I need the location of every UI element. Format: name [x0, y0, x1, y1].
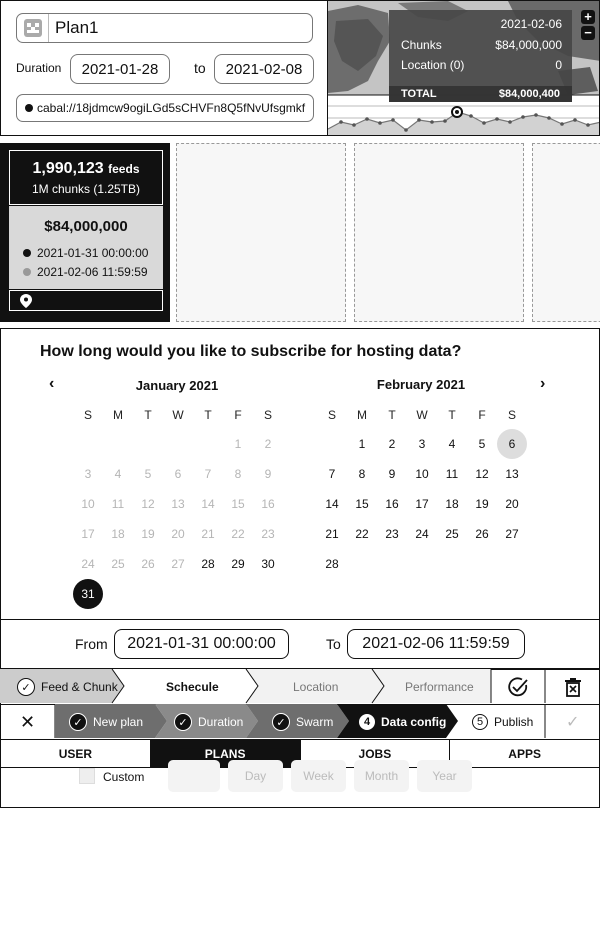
step-label: Duration: [198, 715, 244, 729]
calendar-day-feb-27[interactable]: 27: [505, 527, 519, 541]
calendar-day-jan-23: 23: [261, 527, 275, 541]
period-year-button[interactable]: Year: [417, 760, 472, 792]
calendar-day-feb-5[interactable]: 5: [478, 437, 486, 451]
calendar-day-jan-13: 13: [171, 497, 185, 511]
delete-button[interactable]: [564, 670, 582, 704]
step-number: 4: [359, 714, 375, 730]
calendar-day-jan-22: 22: [231, 527, 245, 541]
calendar-day-jan-16: 16: [261, 497, 275, 511]
calendar-day-jan-7: 7: [204, 467, 212, 481]
zoom-in-button[interactable]: +: [581, 10, 595, 24]
plan-name-field[interactable]: [16, 13, 313, 43]
next-month-button[interactable]: ›: [540, 375, 546, 392]
step-swarm[interactable]: [272, 705, 333, 739]
period-day-button[interactable]: Day: [228, 760, 283, 792]
step-publish[interactable]: [472, 705, 533, 739]
start-time-dot: [23, 249, 31, 257]
empty-card: [354, 143, 524, 322]
calendar-day-jan-15: 15: [231, 497, 245, 511]
total-value: $84,000,000: [44, 218, 128, 235]
nav-tab-apps[interactable]: APPS: [508, 746, 541, 761]
calendar-day-jan-10: 10: [81, 497, 95, 511]
calendar-day-feb-12[interactable]: 12: [475, 467, 489, 481]
feeds-unit: feeds: [108, 162, 140, 176]
step-label: Publish: [494, 715, 534, 729]
check-circle-icon: [507, 676, 529, 698]
weekday-header: S: [83, 408, 92, 422]
duration-end-date[interactable]: 2021-02-08: [214, 54, 314, 84]
step-schedule[interactable]: [166, 670, 219, 704]
step-label: Location: [293, 680, 339, 694]
config-stepper: [0, 669, 600, 704]
nav-tab-jobs[interactable]: JOBS: [301, 740, 451, 767]
to-datetime-field[interactable]: 2021-02-06 11:59:59: [347, 629, 525, 659]
location-pin-icon: [20, 294, 32, 308]
tooltip-total-value: $84,000,400: [498, 88, 560, 100]
empty-card: [532, 143, 600, 322]
calendar-day-jan-4: 4: [114, 467, 122, 481]
from-datetime-field[interactable]: 2021-01-31 00:00:00: [114, 629, 289, 659]
weekday-header: T: [144, 408, 152, 422]
subscription-question: How long would you like to subscribe for hosting data?: [40, 343, 462, 360]
calendar-day-feb-26[interactable]: 26: [475, 527, 489, 541]
check-icon: ✓: [272, 713, 290, 731]
map-panel[interactable]: [327, 0, 600, 136]
finish-button[interactable]: [566, 705, 579, 739]
weekday-header: M: [113, 408, 123, 422]
weekday-header: T: [448, 408, 456, 422]
weekday-header: M: [357, 408, 367, 422]
calendar-day-feb-1[interactable]: 1: [358, 437, 366, 451]
end-time-dot: [23, 268, 31, 276]
step-label: Schecule: [166, 680, 219, 694]
calendar-day-jan-24: 24: [81, 557, 95, 571]
calendar-day-feb-17[interactable]: 17: [415, 497, 429, 511]
cabal-status-dot: [25, 104, 33, 112]
calendar-day-feb-15[interactable]: 15: [355, 497, 369, 511]
calendar-day-feb-28[interactable]: 28: [325, 557, 339, 571]
period-week-button[interactable]: Week: [291, 760, 346, 792]
chunks-summary: 1M chunks (1.25TB): [31, 182, 141, 196]
calendar-day-jan-5: 5: [144, 467, 152, 481]
to-label: To: [326, 636, 341, 652]
calendar-day-feb-9[interactable]: 9: [388, 467, 396, 481]
confirm-button[interactable]: [507, 670, 529, 704]
check-icon: ✓: [17, 678, 35, 696]
start-time: 2021-01-31 00:00:00: [37, 246, 149, 260]
weekday-header: S: [327, 408, 336, 422]
value-summary: [9, 206, 163, 289]
weekday-header: T: [388, 408, 396, 422]
calendar-day-jan-14: 14: [201, 497, 215, 511]
cabal-address-field[interactable]: [16, 94, 314, 122]
step-label: Feed & Chunk: [41, 680, 118, 694]
weekday-header: F: [478, 408, 486, 422]
calendar-day-jan-12: 12: [141, 497, 155, 511]
step-feed-chunk[interactable]: [17, 670, 118, 704]
weekday-header: T: [204, 408, 212, 422]
calendar-day-jan-2: 2: [264, 437, 272, 451]
tooltip-chunks-value: $84,000,000: [495, 38, 562, 52]
feeds-count: 1,990,123: [32, 160, 104, 177]
close-wizard-button[interactable]: [20, 705, 35, 739]
calendar-day-jan-6: 6: [174, 467, 182, 481]
calendar-day-jan-25: 25: [111, 557, 125, 571]
step-new-plan[interactable]: [69, 705, 143, 739]
calendar-day-jan-17: 17: [81, 527, 95, 541]
calendar-day-jan-30[interactable]: 30: [261, 557, 275, 571]
calendar-day-feb-10[interactable]: 10: [415, 467, 429, 481]
calendar-day-jan-3: 3: [84, 467, 92, 481]
tooltip-location-value: 0: [555, 58, 562, 72]
period-month-button[interactable]: Month: [354, 760, 409, 792]
calendar-day-feb-11[interactable]: 11: [445, 467, 459, 481]
check-icon: ✓: [69, 713, 87, 731]
calendar-day-feb-4[interactable]: 4: [448, 437, 456, 451]
end-time: 2021-02-06 11:59:59: [37, 265, 148, 279]
step-label: Performance: [405, 680, 474, 694]
nav-tab-plans[interactable]: PLANS: [151, 740, 301, 767]
calendar-day-jan-8: 8: [234, 467, 242, 481]
location-bar[interactable]: [9, 290, 163, 311]
custom-label: Custom: [103, 770, 145, 784]
tooltip-chunks-label: Chunks: [401, 38, 442, 52]
weekday-header: W: [416, 408, 428, 422]
calendar-day-jan-29[interactable]: 29: [231, 557, 245, 571]
custom-value-input[interactable]: [168, 760, 220, 792]
calendar-month-title: January 2021: [135, 378, 219, 393]
prev-month-button[interactable]: ‹: [49, 375, 55, 392]
empty-card: [176, 143, 346, 322]
calendar-day-feb-20[interactable]: 20: [505, 497, 519, 511]
step-duration[interactable]: [174, 705, 243, 739]
custom-checkbox[interactable]: [79, 768, 95, 784]
tooltip-location-label: Location (0): [401, 58, 465, 72]
calendar-day-feb-16[interactable]: 16: [385, 497, 399, 511]
from-label: From: [75, 636, 108, 652]
cabal-address: cabal://18jdmcw9ogiLGd5sCHVFn8Q5fNvUfsgmkf: [37, 101, 306, 115]
calendar-day-feb-23[interactable]: 23: [385, 527, 399, 541]
calendar-day-feb-7[interactable]: 7: [328, 467, 336, 481]
close-icon: ✕: [20, 711, 36, 732]
calendar-day-jan-27: 27: [171, 557, 185, 571]
step-label: Data config: [381, 715, 447, 729]
step-label: New plan: [93, 715, 144, 729]
calendar-day-jan-19: 19: [141, 527, 155, 541]
step-data-config[interactable]: [359, 705, 446, 739]
calendar-day-feb-25[interactable]: 25: [445, 527, 459, 541]
calendar-day-feb-14[interactable]: 14: [325, 497, 339, 511]
calendar-day-jan-18: 18: [111, 527, 125, 541]
check-icon: ✓: [566, 714, 580, 731]
nav-tab-user[interactable]: USER: [1, 740, 151, 767]
step-label: Swarm: [296, 715, 334, 729]
calendar-day-feb-2[interactable]: 2: [388, 437, 396, 451]
plan-avatar-icon: [17, 14, 49, 42]
tooltip-date: 2021-02-06: [500, 17, 562, 31]
calendar-day-feb-18[interactable]: 18: [445, 497, 459, 511]
calendar-day-jan-1: 1: [234, 437, 242, 451]
check-icon: ✓: [174, 713, 192, 731]
calendar-month-title: February 2021: [376, 377, 466, 392]
calendar-day-feb-3[interactable]: 3: [418, 437, 426, 451]
weekday-header: F: [234, 408, 242, 422]
calendar-day-jan-28[interactable]: 28: [201, 557, 215, 571]
calendar-day-feb-13[interactable]: 13: [505, 467, 519, 481]
weekday-header: W: [172, 408, 184, 422]
step-performance[interactable]: [405, 670, 474, 704]
calendar-day-jan-9: 9: [264, 467, 272, 481]
calendar-day-feb-22[interactable]: 22: [355, 527, 369, 541]
calendar-day-jan-31[interactable]: 31: [73, 579, 103, 609]
step-location[interactable]: [293, 670, 338, 704]
duration-label: Duration: [16, 61, 62, 75]
feeds-summary: [9, 150, 163, 205]
trash-icon: [564, 677, 582, 697]
step-number: 5: [472, 714, 488, 730]
calendar-day-jan-20: 20: [171, 527, 185, 541]
calendar-day-jan-11: 11: [111, 497, 125, 511]
calendar-day-feb-19[interactable]: 19: [475, 497, 489, 511]
calendar-day-feb-8[interactable]: 8: [358, 467, 366, 481]
weekday-header: S: [263, 408, 272, 422]
zoom-out-button[interactable]: −: [581, 26, 595, 40]
calendar-day-feb-24[interactable]: 24: [415, 527, 429, 541]
tooltip-total-label: TOTAL: [401, 88, 437, 100]
map-tooltip: [389, 10, 572, 102]
duration-to-label: to: [194, 60, 206, 76]
calendar-day-feb-21[interactable]: 21: [325, 527, 339, 541]
plan-name: Plan1: [55, 18, 99, 37]
calendar-day-feb-6[interactable]: 6: [497, 429, 527, 459]
calendar-day-jan-26: 26: [141, 557, 155, 571]
duration-start-date[interactable]: 2021-01-28: [70, 54, 170, 84]
weekday-header: S: [507, 408, 516, 422]
wizard-stepper: [0, 704, 600, 739]
calendar-day-jan-21: 21: [201, 527, 215, 541]
